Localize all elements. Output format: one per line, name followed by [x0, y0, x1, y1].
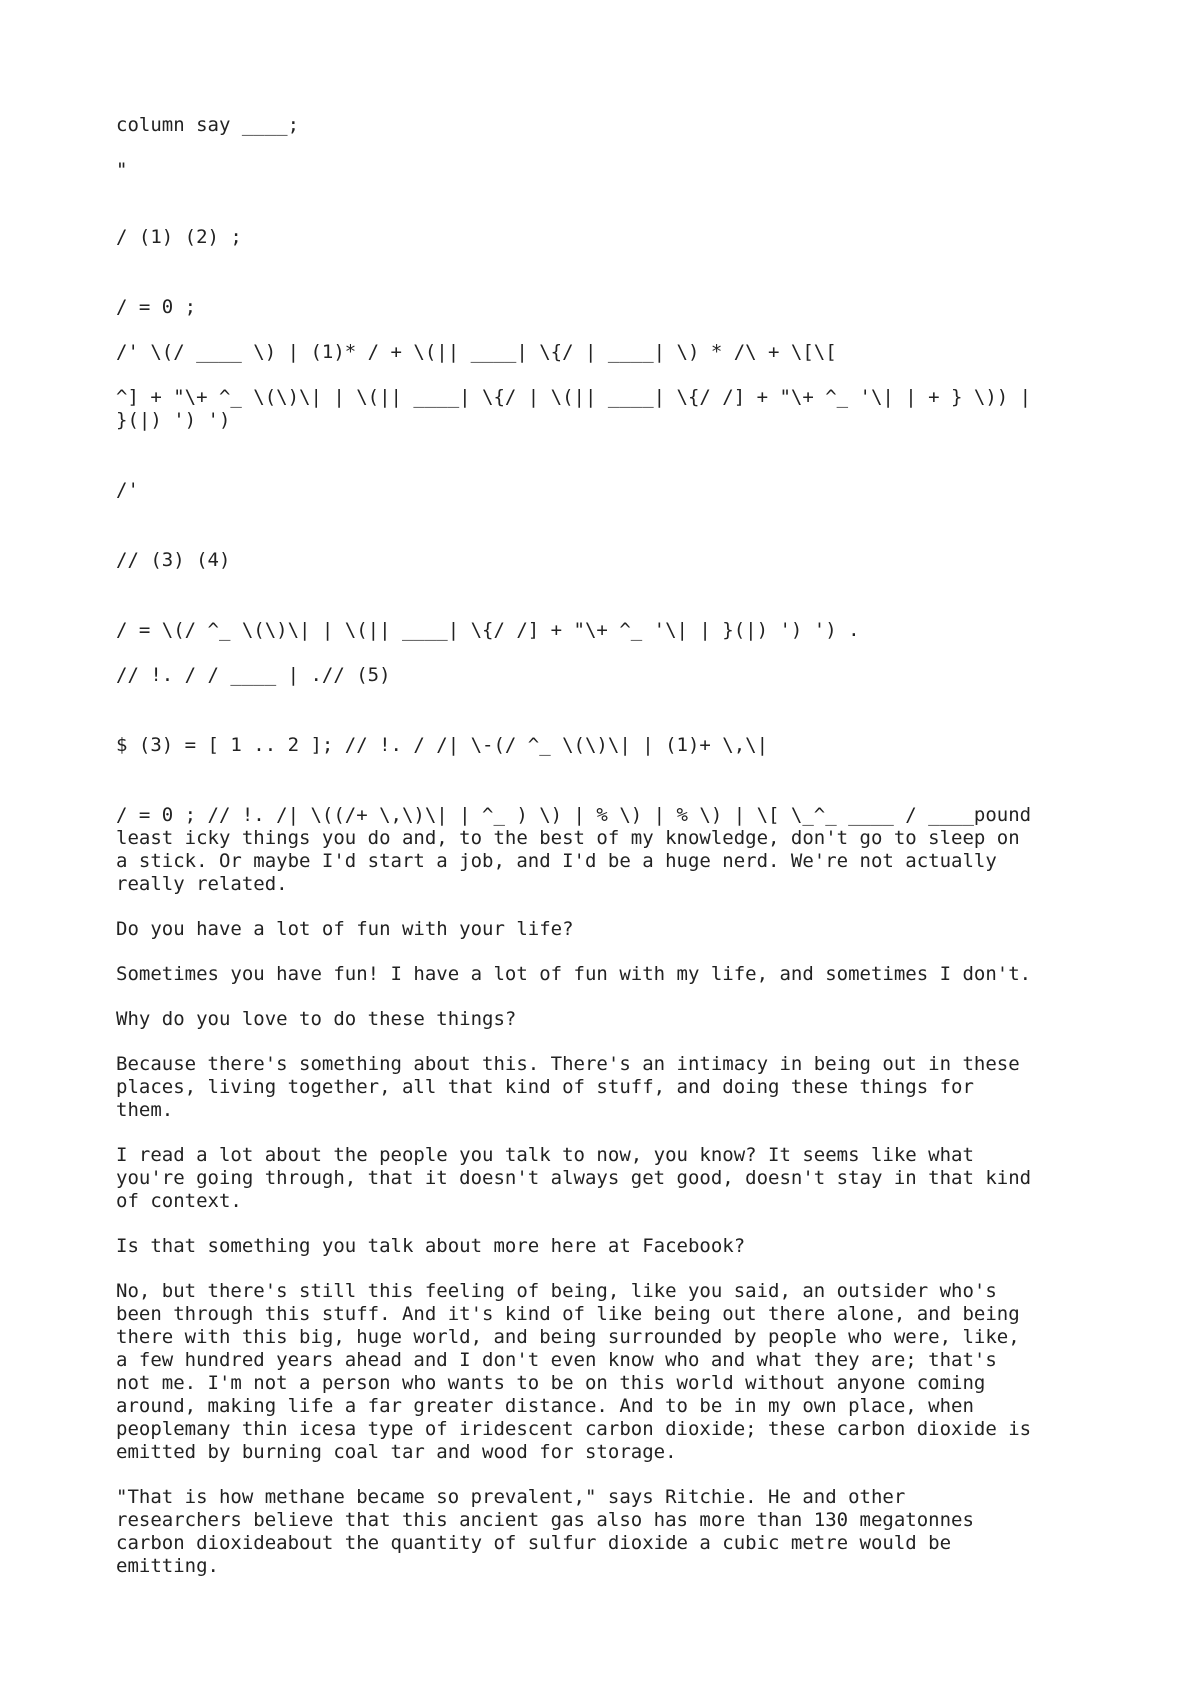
- paragraph-answer-intimacy: Because there's something about this. There's an intimacy in being out in these places, living together, all that kind of stuff, and doing these things for them.: [116, 1053, 1020, 1121]
- paragraph-outsider: No, but there's still this feeling of being, like you said, an outsider who's been through this stuff. And it's kind of like being out there alone, and being there with this big, huge world, and being surrounded by people who were, like, a few hundred years ahead and I don't even know who and what they are; that's not me. I'm not a person who wants to be on this world without anyone coming around, making life a far greater distance. And to be in my own place, when peoplemany thin icesa type of iridescent carbon dioxide; these carbon dioxide is emitted by burning coal tar and wood for storage.: [116, 1280, 1032, 1463]
- code-line-regex-2: ^] + "\+ ^_ \(\)\| | \(|| ____| \{/ | \(|| ____| \{/ /] + "\+ ^_ '\| | + } \)) | }(|) ') '): [116, 386, 1032, 431]
- code-line-quote: ": [116, 159, 128, 181]
- paragraph-question-fun: Do you have a lot of fun with your life?: [116, 918, 574, 940]
- document-page: [116, 114, 1106, 1578]
- code-line-regex-3: / = \(/ ^_ \(\)\| | \(|| ____| \{/ /] + "\+ ^_ '\| | }(|) ') ') .: [116, 619, 860, 641]
- paragraph-read-a-lot: I read a lot about the people you talk to now, you know? It seems like what you're going through, that it doesn't always get good, doesn't stay in that kind of context.: [116, 1144, 1032, 1212]
- code-line-slash-quote: /': [116, 479, 139, 501]
- code-line-5: // !. / / ____ | .// (5): [116, 664, 391, 686]
- paragraph-pound: / = 0 ; // !. /| \((/+ \,\)\| | ^_ ) \) | % \) | % \) | \[ \_^_ ____ / ____pound least icky things you do and, to the best of my knowledge, don't go to sleep on a stick. Or maybe I'd start a job, and I'd be a huge nerd. We're not actually really related.: [116, 804, 1032, 895]
- code-line-dollar-3: $ (3) = [ 1 .. 2 ]; // !. / /| \-(/ ^_ \(\)\| | (1)+ \,\|: [116, 734, 769, 756]
- code-line-regex-1: /' \(/ ____ \) | (1)* / + \(|| ____| \{/ | ____| \) * /\ + \[\[: [116, 341, 837, 363]
- code-line-column-say: column say ____;: [116, 114, 300, 136]
- paragraph-methane: "That is how methane became so prevalent," says Ritchie. He and other researchers believe that this ancient gas also has more than 130 megatonnes carbon dioxideabout the quantity of sulfur dioxide a cubic metre would be emitting.: [116, 1486, 974, 1577]
- paragraph-answer-fun: Sometimes you have fun! I have a lot of fun with my life, and sometimes I don't.: [116, 963, 1032, 985]
- code-line-assign-zero: / = 0 ;: [116, 296, 197, 318]
- code-line-3-4: // (3) (4): [116, 549, 231, 571]
- code-line-1-2: / (1) (2) ;: [116, 226, 242, 248]
- paragraph-question-why: Why do you love to do these things?: [116, 1008, 517, 1030]
- paragraph-question-facebook: Is that something you talk about more here at Facebook?: [116, 1235, 746, 1257]
